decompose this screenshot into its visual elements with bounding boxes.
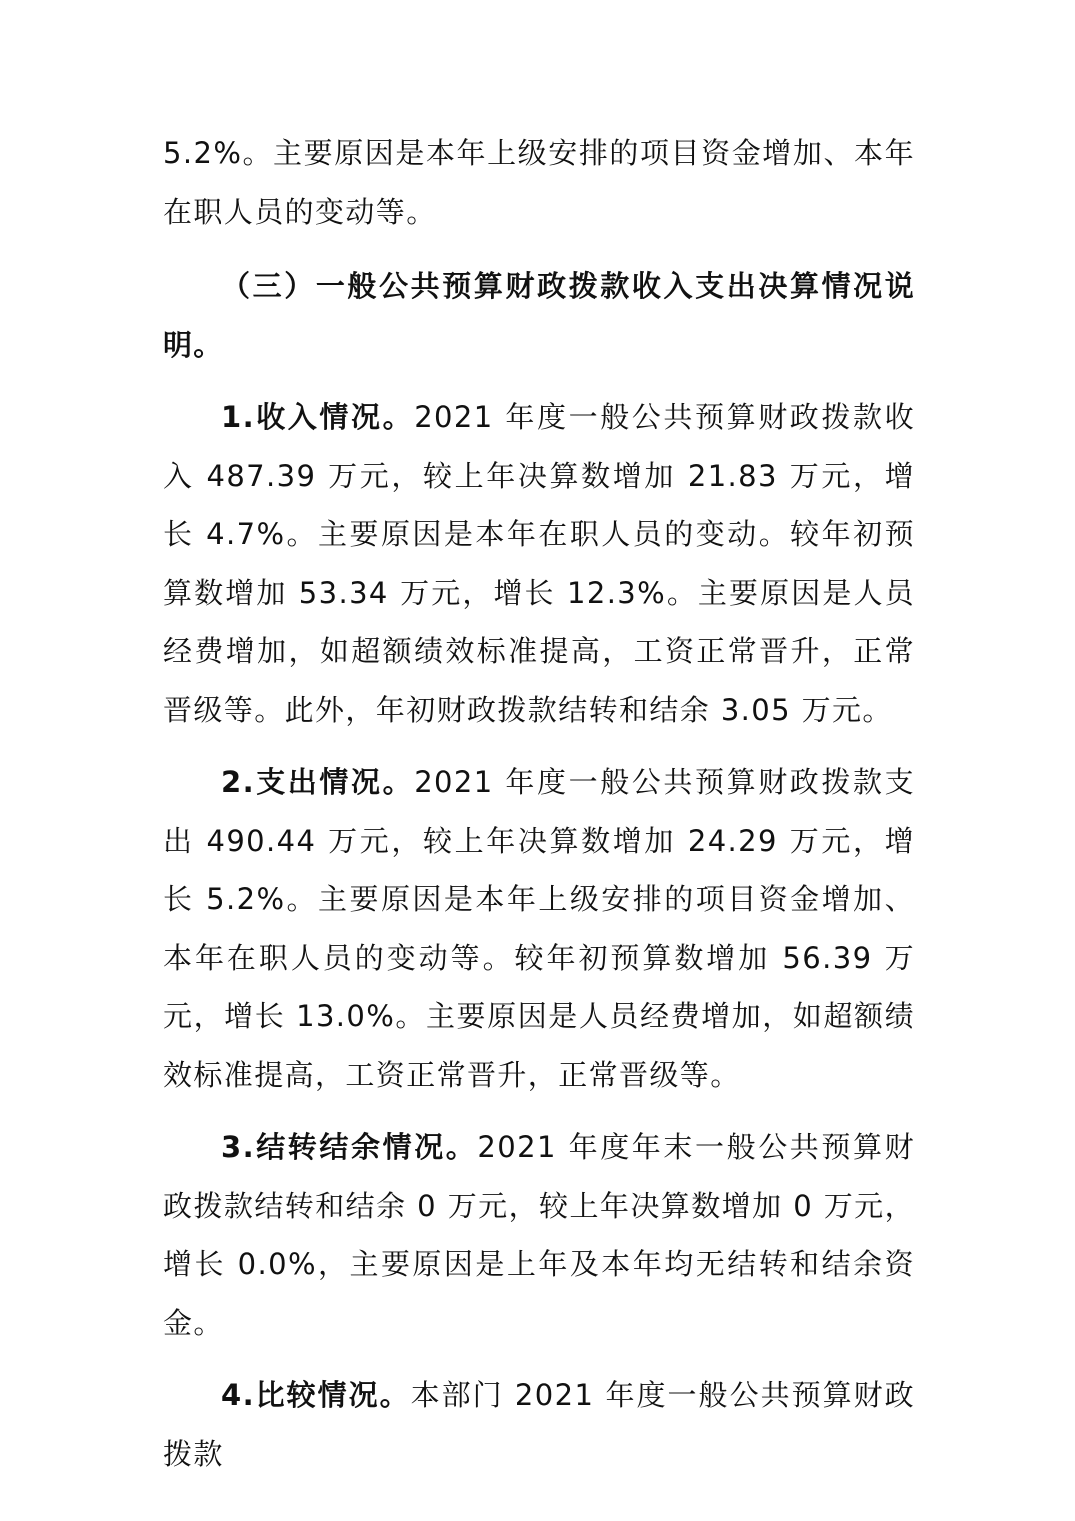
carryover-lead: 3.结转结余情况。 (221, 1130, 478, 1164)
paragraph-expenditure (163, 753, 915, 1104)
paragraph-continuation: 5.2%。主要原因是本年上级安排的项目资金增加、本年在职人员的变动等。 (163, 136, 915, 229)
section-heading: （三）一般公共预算财政拨款收入支出决算情况说明。 (163, 269, 915, 362)
expenditure-lead: 2.支出情况。 (221, 765, 415, 799)
paragraph-gap (163, 241, 915, 257)
paragraph-gap (163, 374, 915, 388)
document-page (163, 124, 915, 1483)
comparison-body: 本部门 2021 年度一般公共预算财政拨款 (163, 1378, 916, 1471)
carryover-body: 2021 年度年末一般公共预算财政拨款结转和结余 0 万元，较上年决算数增加 0 万元，增长 0.0%，主要原因是上年及本年均无结转和结余资金。 (163, 1130, 916, 1340)
paragraph-gap (163, 739, 915, 753)
paragraph-carryover (163, 1118, 915, 1352)
paragraph-gap (163, 1352, 915, 1366)
paragraph-gap (163, 1104, 915, 1118)
comparison-lead: 4.比较情况。 (221, 1378, 411, 1412)
income-lead: 1.收入情况。 (221, 400, 415, 434)
expenditure-body: 2021 年度一般公共预算财政拨款支出 490.44 万元，较上年决算数增加 24.29 万元，增长 5.2%。主要原因是本年上级安排的项目资金增加、本年在职人员的变动等。较年初预算数增加 56.39 万元，增长 13.0%。主要原因是人员经费增加，如超额绩效标准提高，工资正常晋升，正常晋级等。 (163, 765, 915, 1092)
income-body: 2021 年度一般公共预算财政拨款收入 487.39 万元，较上年决算数增加 21.83 万元，增长 4.7%。主要原因是本年在职人员的变动。较年初预算数增加 53.34 万元，增长 12.3%。主要原因是人员经费增加，如超额绩效标准提高，工资正常晋升，正常晋级等。此外，年初财政拨款结转和结余 3.05 万元。 (163, 400, 915, 727)
paragraph-income (163, 388, 915, 739)
paragraph-comparison (163, 1366, 915, 1483)
